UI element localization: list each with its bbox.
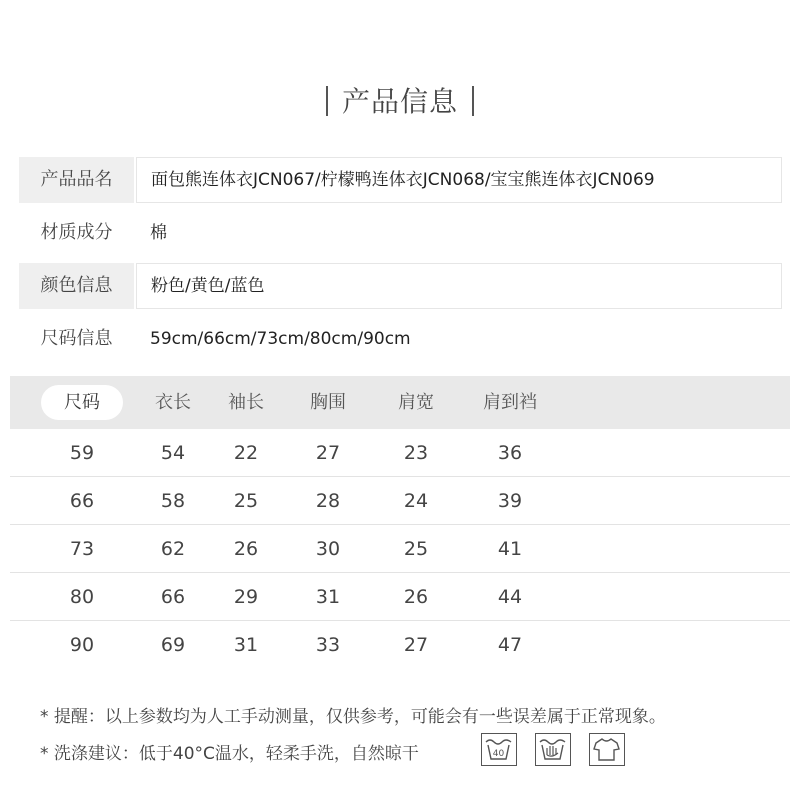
- table-cell: 66: [160, 586, 186, 608]
- info-label: 尺码信息: [40, 328, 113, 349]
- size-table: [10, 376, 790, 668]
- info-value: 粉色/黄色/蓝色: [136, 263, 782, 309]
- table-cell: 27: [403, 634, 429, 656]
- header-size-pill: 尺码: [41, 385, 123, 420]
- table-cell: 28: [315, 490, 341, 512]
- table-cell: 54: [160, 442, 186, 464]
- info-label: 产品品名: [19, 157, 134, 203]
- title-bar-left: [326, 86, 328, 116]
- table-cell: 31: [315, 586, 341, 608]
- table-cell: 41: [497, 538, 523, 560]
- hand-wash-icon: [535, 733, 571, 766]
- table-cell: 25: [403, 538, 429, 560]
- table-cell: 90: [69, 634, 95, 656]
- info-label: 材质成分: [40, 222, 113, 243]
- section-title: [0, 80, 800, 120]
- header-length: 衣长: [155, 392, 191, 413]
- table-row: [10, 525, 790, 573]
- table-cell: 30: [315, 538, 341, 560]
- table-cell: 66: [69, 490, 95, 512]
- table-cell: 73: [69, 538, 95, 560]
- header-shoulder-to-crotch: 肩到裆: [483, 392, 537, 413]
- table-cell: 59: [69, 442, 95, 464]
- table-cell: 33: [315, 634, 341, 656]
- info-row-size: [19, 316, 782, 362]
- wash-40-icon: [481, 733, 517, 766]
- size-table-header: [10, 376, 790, 429]
- table-cell: 36: [497, 442, 523, 464]
- info-row-color: [19, 263, 782, 309]
- info-row-material: [19, 210, 782, 256]
- info-row-name: [19, 157, 782, 203]
- table-cell: 69: [160, 634, 186, 656]
- table-cell: 62: [160, 538, 186, 560]
- table-cell: 29: [233, 586, 259, 608]
- header-sleeve: 袖长: [228, 392, 264, 413]
- table-cell: 23: [403, 442, 429, 464]
- shirt-dry-icon: [589, 733, 625, 766]
- table-cell: 24: [403, 490, 429, 512]
- wash-temp-label: 40: [492, 749, 505, 759]
- table-cell: 22: [233, 442, 259, 464]
- title-bar-right: [472, 86, 474, 116]
- info-label: 颜色信息: [19, 263, 134, 309]
- table-cell: 26: [233, 538, 259, 560]
- table-cell: 26: [403, 586, 429, 608]
- table-row: [10, 429, 790, 477]
- table-cell: 25: [233, 490, 259, 512]
- title-text: 产品信息: [341, 85, 458, 118]
- info-value: 棉: [150, 223, 167, 243]
- info-value: 面包熊连体衣JCN067/柠檬鸭连体衣JCN068/宝宝熊连体衣JCN069: [136, 157, 782, 203]
- table-cell: 27: [315, 442, 341, 464]
- table-cell: 80: [69, 586, 95, 608]
- header-chest: 胸围: [310, 392, 346, 413]
- table-row: [10, 573, 790, 621]
- table-cell: 47: [497, 634, 523, 656]
- table-cell: 58: [160, 490, 186, 512]
- table-cell: 44: [497, 586, 523, 608]
- table-row: [10, 621, 790, 668]
- table-cell: 31: [233, 634, 259, 656]
- measurement-note: * 提醒：以上参数均为人工手动测量，仅供参考，可能会有一些误差属于正常现象。: [40, 707, 666, 727]
- table-cell: 39: [497, 490, 523, 512]
- wash-note: * 洗涤建议：低于40°C温水，轻柔手洗，自然晾干: [40, 744, 419, 764]
- header-shoulder: 肩宽: [398, 392, 434, 413]
- table-row: [10, 477, 790, 525]
- info-value: 59cm/66cm/73cm/80cm/90cm: [150, 329, 411, 349]
